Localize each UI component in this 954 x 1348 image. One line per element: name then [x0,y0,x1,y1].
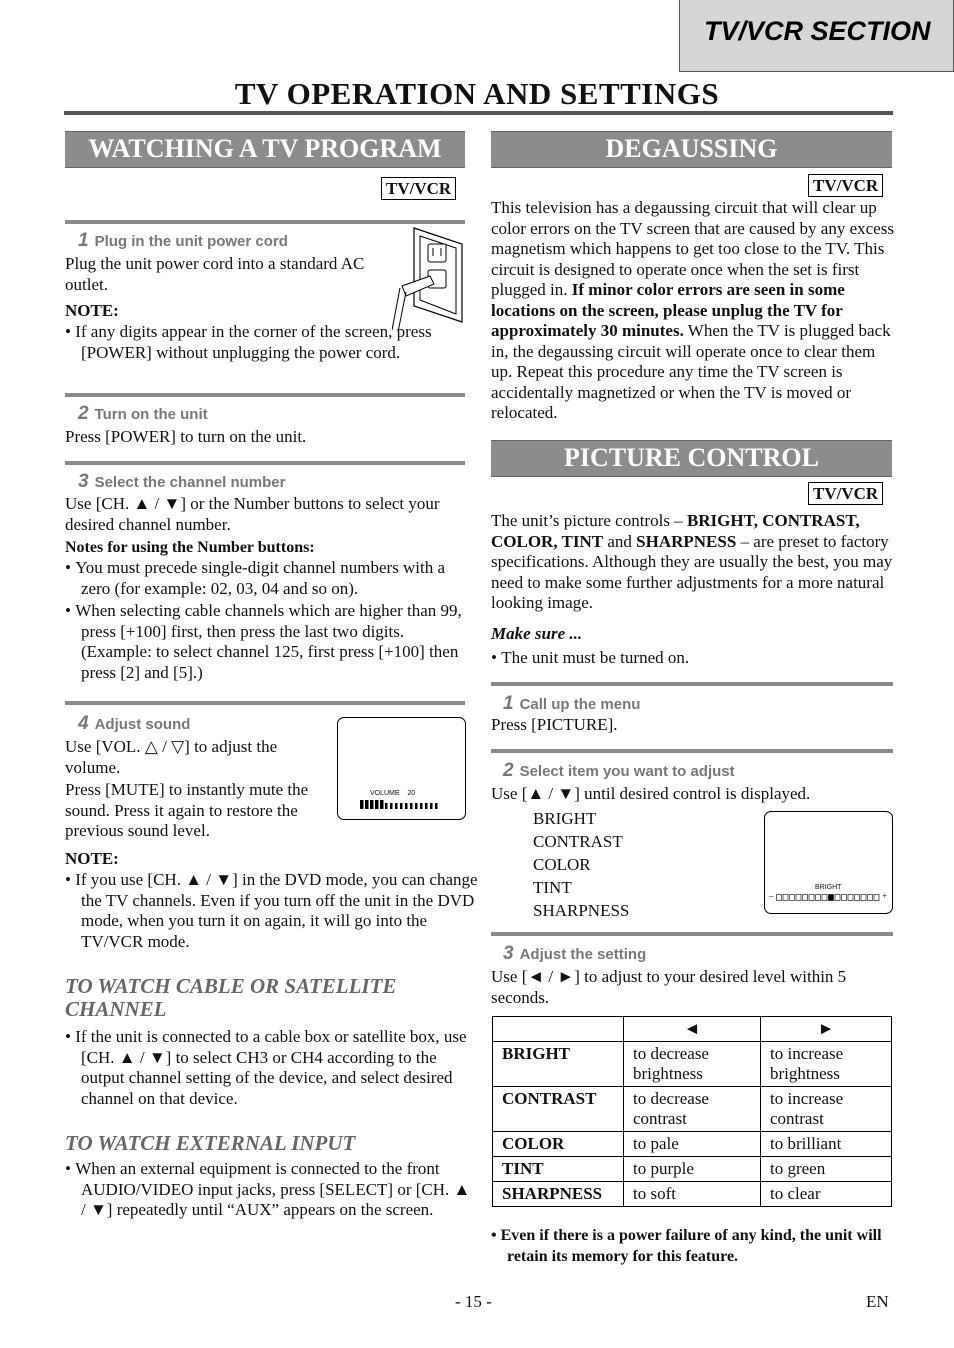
degaussing-text [491,198,895,424]
table-cell: to purple [624,1157,761,1182]
step-rule [491,932,893,936]
volume-segment-filled [370,800,374,809]
bright-segment [777,895,782,901]
plus-sign: + [882,891,888,901]
bright-segment [809,895,814,901]
list-item: COLOR [533,855,591,874]
table-cell: to pale [624,1132,761,1157]
step-2-header [78,403,208,425]
picture-step-1-header [503,693,640,715]
bright-segment [796,895,801,901]
picture-step-3-header [503,943,646,965]
step-number: 4 [78,713,89,734]
volume-segment-empty [430,803,433,809]
step-4-text-2: Press [MUTE] to instantly mute the sound. Press it again to restore the previous sound level. [65,780,309,840]
number-notes-label: Notes for using the Number buttons: [65,539,315,556]
table-row [493,1087,892,1132]
page-title: TV OPERATION AND SETTINGS [234,76,720,111]
bright-segment [835,895,840,901]
section-tab-label: TV/VCR SECTION [704,16,931,46]
step-title: Select the channel number [94,474,286,491]
volume-readout [370,790,415,797]
table-cell: CONTRAST [493,1087,624,1132]
tvvcr-badge: TV/VCR [381,177,456,200]
volume-level-bar [360,800,444,810]
number-note-2: • When selecting cable channels which are higher than 99, press [+100] first, then press the last two digits. (Example: to select channel 125, first press [+100] then press [2] and [5].) [65,601,462,682]
step-title: Select item you want to adjust [519,763,735,780]
step-title: Adjust the setting [519,946,647,963]
intro-part: – are preset to factory specifications. Although they are usually the best, you may need to make some further adjustments for a more natural looking image. [491,531,893,612]
volume-segment-filled [375,800,379,809]
cable-text: • If the unit is connected to a cable box or satellite box, use [CH. ▲ / ▼] to select CH3 or CH4 according to the output channel setting of the device, and select desired channel on that device. [65,1027,467,1108]
table-cell: to green [761,1157,892,1182]
degaussing-heading [491,131,892,168]
volume-segment-filled [365,800,369,809]
table-row [493,1042,892,1087]
bullet-text: If the unit is connected to a cable box or satellite box, use [CH. ▲ / ▼] to select CH3 or CH4 according to the output channel setting of the device, and select desired channel on that device. [75,1027,467,1108]
external-text: • When an external equipment is connected to the front AUDIO/VIDEO input jacks, press [SELECT] or [CH. ▲ / ▼] repeatedly until “AUX” appears on the screen. [65,1159,471,1219]
table-cell: SHARPNESS [493,1182,624,1207]
step-1-header [78,230,288,252]
intro-sharpness: SHARPNESS [636,531,737,551]
step-4-text-1: Use [VOL. △ / ▽] to adjust the volume. [65,737,278,777]
note-label: NOTE: [65,849,119,868]
volume-segment-empty [410,803,413,809]
table-cell: COLOR [493,1132,624,1157]
table-cell: to decrease brightness [624,1042,761,1087]
table-header-cell [493,1017,624,1042]
volume-segment-empty [400,803,403,809]
watching-heading: WATCHING A TV PROGRAM [65,131,465,168]
degaussing-text-2: When the TV is plugged back in, the degaussing circuit will operate once to clear them up. Repeat this procedure any time the TV screen is accidentally magnetized or when the TV is moved or relocated. [491,321,891,422]
bright-segment [816,895,821,901]
volume-segment-empty [415,803,418,809]
intro-controls: BRIGHT, CONTRAST, COLOR, TINT [491,511,860,551]
volume-segment-empty [395,803,398,809]
picture-step-2-text: Use [▲ / ▼] until desired control is displayed. [491,784,811,803]
bright-segment [874,895,879,901]
picture-step-3-text: Use [◄ / ►] to adjust to your desired level within 5 seconds. [491,967,847,1007]
step-rule [491,682,893,686]
volume-value: 20 [407,790,416,797]
volume-segment-empty [435,803,438,809]
picture-control-heading: PICTURE CONTROL [491,440,892,477]
bright-segment [868,895,873,901]
step-rule [65,393,465,397]
picture-intro [491,511,895,614]
table-cell: TINT [493,1157,624,1182]
list-item: BRIGHT [533,809,597,828]
picture-items-list [533,807,629,922]
power-outlet-illustration [392,226,468,334]
step-1-note: • If any digits appear in the corner of the screen, press [POWER] without unplugging the power cord. [65,322,432,362]
note-text: If any digits appear in the corner of the screen, press [POWER] without unplugging the power cord. [75,322,432,362]
step-number: 3 [503,943,514,964]
step-number: 3 [78,471,89,492]
table-row [493,1157,892,1182]
note-label: NOTE: [65,301,119,320]
volume-segment-empty [425,803,428,809]
section-tab [679,0,954,72]
minus-sign: – [769,891,774,901]
bright-indicator [829,895,834,901]
step-number: 2 [503,760,514,781]
step-rule [65,701,465,705]
volume-segment-filled [360,800,364,809]
tvvcr-badge: TV/VCR [808,482,883,505]
bright-segment [783,895,788,901]
step-4-header [78,713,190,735]
volume-segment-empty [420,803,423,809]
table-cell: to clear [761,1182,892,1207]
list-item: CONTRAST [533,832,623,851]
step-title: Call up the menu [519,696,641,713]
volume-label: VOLUME [370,790,400,797]
make-sure-label: Make sure ... [491,624,583,643]
bright-segment [855,895,860,901]
picture-adjust-table [492,1016,892,1207]
note-text: If you use [CH. ▲ / ▼] in the DVD mode, you can change the TV channels. Even if you turn off the unit in the DVD mode, when you turn it on again, it will go into the TV/VCR mode. [75,870,478,951]
step-number: 1 [503,693,514,714]
table-cell: to decrease contrast [624,1087,761,1132]
picture-step-1-text: Press [PICTURE]. [491,715,618,734]
cable-heading: TO WATCH CABLE OR SATELLITE CHANNEL [65,974,397,1021]
step-3-header [78,471,285,493]
note-text: You must precede single-digit channel numbers with a zero (for example: 02, 03, 04 and so on). [75,558,446,598]
intro-part: and [607,531,632,551]
step-4-note: • If you use [CH. ▲ / ▼] in the DVD mode, you can change the TV channels. Even if you turn off the unit in the DVD mode, when you turn it on again, it will go into the TV/VCR mode. [65,870,478,951]
picture-step-2-header [503,760,735,782]
bullet-text: When an external equipment is connected to the front AUDIO/VIDEO input jacks, press [SELECT] or [CH. ▲ / ▼] repeatedly until “AUX” appears on the screen. [75,1159,471,1219]
volume-segment-filled [380,800,384,809]
table-cell: to increase contrast [761,1087,892,1132]
make-sure-item: • The unit must be turned on. [491,648,690,667]
external-heading: TO WATCH EXTERNAL INPUT [65,1131,356,1155]
volume-segment-empty [390,803,393,809]
step-rule [65,461,465,465]
step-number: 2 [78,403,89,424]
bright-level-bar [776,894,882,902]
degaussing-warning: If minor color errors are seen in some locations on the screen, please unplug the TV for approximately 30 minutes. [491,280,845,340]
step-1-text: Plug the unit power cord into a standard AC outlet. [65,254,365,294]
list-item: TINT [533,878,572,897]
table-row [493,1132,892,1157]
intro-part: The unit’s picture controls – [491,511,683,530]
table-row [493,1182,892,1207]
tvvcr-badge: TV/VCR [808,174,883,197]
step-title: Turn on the unit [94,406,208,423]
memory-note: • Even if there is a power failure of any kind, the unit will retain its memory for this feature. [491,1227,882,1265]
degaussing-text-1: This television has a degaussing circuit that will clear up color errors on the TV screen that are caused by any excess magnetism which happens to get too close to the TV. This circuit is designed to operate once when the set is first plugged in. [491,198,894,299]
number-note-1: • You must precede single-digit channel numbers with a zero (for example: 02, 03, 04 and so on). [65,558,446,598]
bright-segment [790,895,795,901]
bright-screen [764,811,893,914]
table-header-row [493,1017,892,1042]
language-code: EN [866,1292,889,1311]
table-cell: BRIGHT [493,1042,624,1087]
bright-segment [822,895,827,901]
left-arrow-header: ◄ [624,1017,761,1042]
step-2-text: Press [POWER] to turn on the unit. [65,427,307,446]
bright-label: BRIGHT [815,884,842,891]
step-title: Adjust sound [94,716,191,733]
bullet-text: The unit must be turned on. [501,648,690,667]
right-arrow-header: ► [761,1017,892,1042]
bright-segment [848,895,853,901]
bright-segment [842,895,847,901]
step-number: 1 [78,230,89,251]
note-text: When selecting cable channels which are higher than 99, press [+100] first, then press the last two digits. (Example: to select channel 125, first press [+100] then press [2] and [5].) [75,601,462,682]
volume-segment-empty [405,803,408,809]
step-rule [65,220,465,224]
step-rule [491,749,893,753]
list-item: SHARPNESS [533,901,630,920]
title-rule [64,111,893,115]
bright-segment [803,895,808,901]
step-title: Plug in the unit power cord [94,233,288,250]
page-number: - 15 - [455,1292,492,1311]
table-cell: to brilliant [761,1132,892,1157]
volume-screen [337,717,466,820]
table-cell: to increase brightness [761,1042,892,1087]
table-cell: to soft [624,1182,761,1207]
degaussing-heading-text: DEGAUSSING [605,134,778,163]
volume-segment-empty [385,803,388,809]
bullet-text: Even if there is a power failure of any kind, the unit will retain its memory for this feature. [500,1227,882,1265]
bright-segment [861,895,866,901]
step-3-text: Use [CH. ▲ / ▼] or the Number buttons to select your desired channel number. [65,494,440,534]
